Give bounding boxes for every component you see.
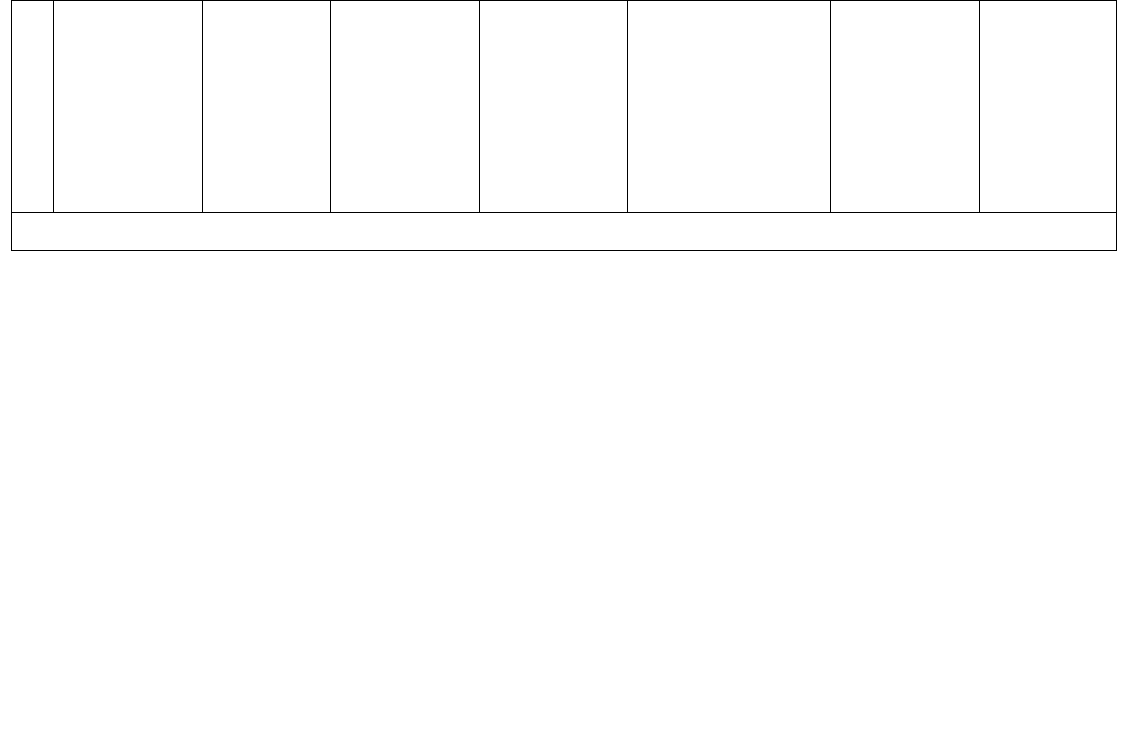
table-row: [12, 251, 1117, 345]
continued-row: [12, 1, 1117, 213]
table-row: [12, 345, 1117, 548]
section-title: [12, 213, 1117, 251]
section-header-row: [12, 213, 1117, 251]
continued-hours-cell: [628, 1, 831, 213]
resource-table: [11, 0, 1117, 723]
table-row: [12, 548, 1117, 723]
